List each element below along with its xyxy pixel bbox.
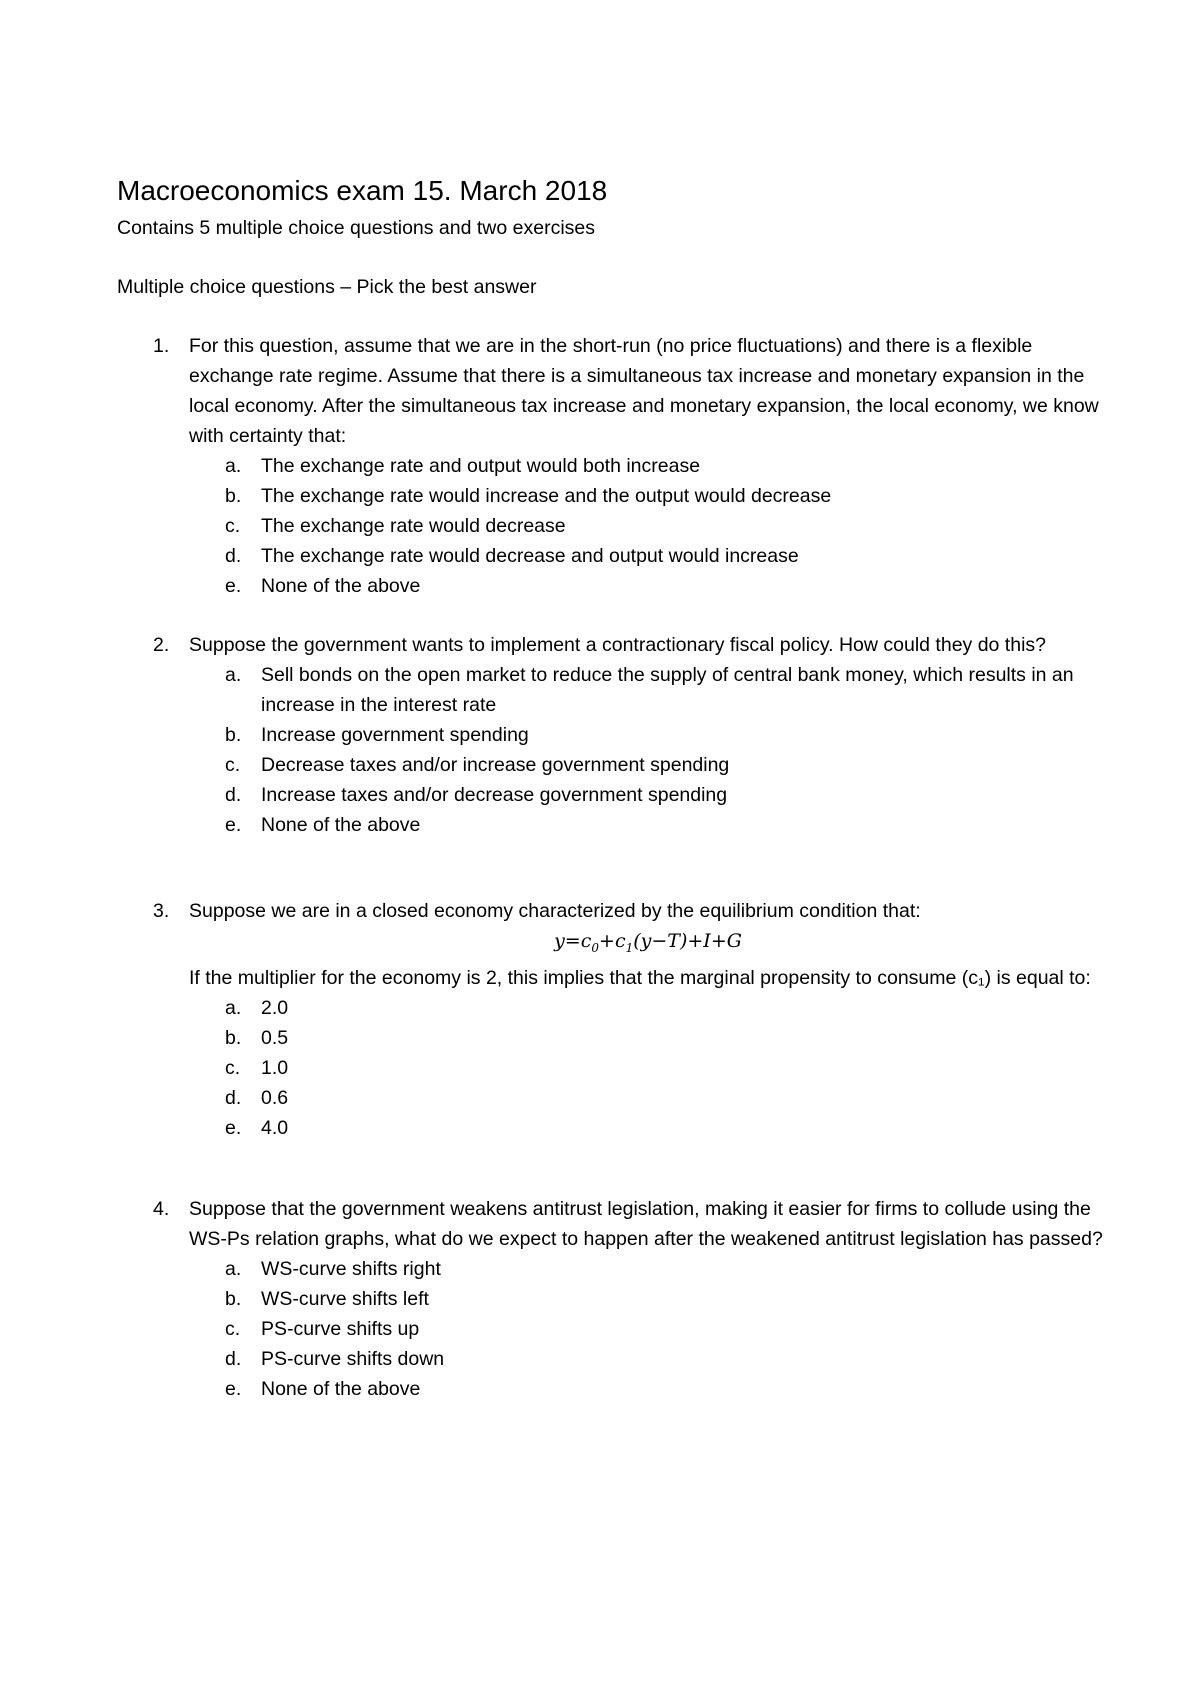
option-letter: c. <box>225 754 241 776</box>
answer-option <box>117 1374 1107 1404</box>
question-followup <box>117 963 1107 993</box>
option-letter: a. <box>225 1258 242 1280</box>
option-letter: d. <box>225 545 242 567</box>
option-text: None of the above <box>261 1378 421 1400</box>
option-text: Sell bonds on the open market to reduce the supply of central bank money, which results in an increase in the interest rate <box>261 664 1074 716</box>
eq-y: y <box>554 930 565 952</box>
option-text: The exchange rate would decrease and output would increase <box>261 545 799 567</box>
option-text: The exchange rate would decrease <box>261 515 566 537</box>
option-text: 4.0 <box>261 1116 289 1139</box>
answer-option <box>117 571 1107 601</box>
question-stem <box>117 630 1107 660</box>
option-letter: e. <box>225 814 242 836</box>
question-2 <box>117 630 1107 840</box>
option-letter: c. <box>225 1056 241 1079</box>
eq-c0: c <box>580 930 592 952</box>
option-text: PS-curve shifts up <box>261 1318 420 1340</box>
eq-sub-0: 0 <box>591 940 600 955</box>
answer-option <box>117 541 1107 571</box>
option-text: 1.0 <box>261 1056 289 1079</box>
question-number: 1. <box>153 335 170 357</box>
question-text: Suppose we are in a closed economy characterized by the equilibrium condition that: <box>189 900 921 922</box>
answer-option <box>117 1083 1107 1113</box>
question-text: Suppose the government wants to implement a contractionary fiscal policy. How could they do this? <box>189 634 1047 656</box>
option-text: None of the above <box>261 814 421 836</box>
answer-option <box>117 511 1107 541</box>
answer-option <box>117 1254 1107 1284</box>
option-letter: c. <box>225 515 241 537</box>
option-letter: b. <box>225 724 242 746</box>
question-number: 4. <box>153 1198 170 1220</box>
option-letter: e. <box>225 575 242 597</box>
option-letter: d. <box>225 1086 242 1109</box>
page-subtitle: Contains 5 multiple choice questions and two exercises <box>117 217 596 239</box>
answer-option <box>117 780 1107 810</box>
option-letter: d. <box>225 784 242 806</box>
question-stem <box>117 896 1107 926</box>
answer-option <box>117 993 1107 1023</box>
question-4 <box>117 1194 1107 1404</box>
option-letter: d. <box>225 1348 242 1370</box>
eq-plus: + <box>599 930 615 952</box>
option-letter: c. <box>225 1318 241 1340</box>
option-text: 2.0 <box>261 996 289 1019</box>
option-text: The exchange rate would increase and the output would decrease <box>261 485 832 507</box>
question-1 <box>117 331 1107 601</box>
answer-option <box>117 720 1107 750</box>
option-text: The exchange rate and output would both increase <box>261 455 701 477</box>
option-text: None of the above <box>261 575 421 597</box>
answer-option <box>117 1314 1107 1344</box>
option-text: Increase government spending <box>261 724 529 746</box>
question-number: 3. <box>153 900 170 922</box>
eq-rest: +I+G <box>687 930 742 952</box>
question-number: 2. <box>153 634 170 656</box>
eq-c1: c <box>614 930 626 952</box>
answer-option <box>117 1113 1107 1143</box>
section-heading: Multiple choice questions – Pick the best answer <box>117 276 537 298</box>
option-text: 0.6 <box>261 1086 289 1109</box>
option-text: WS-curve shifts left <box>261 1288 429 1310</box>
question-text: For this question, assume that we are in the short-run (no price fluctuations) and there is a flexible exchange rate regime. Assume that there is a simultaneous tax increase and monetary expansion in the local economy. After the simultaneous tax increase and monetary expansion, the local economy, we know with certainty that: <box>189 335 1099 447</box>
answer-option <box>117 810 1107 840</box>
option-letter: a. <box>225 664 242 686</box>
option-letter: a. <box>225 996 242 1019</box>
option-letter: b. <box>225 485 242 507</box>
option-text: 0.5 <box>261 1026 289 1049</box>
option-text: WS-curve shifts right <box>261 1258 441 1280</box>
answer-option <box>117 451 1107 481</box>
question-text: Suppose that the government weakens antitrust legislation, making it easier for firms to collude using the WS-Ps relation graphs, what do we expect to happen after the weakened antitrust legislation has passed? <box>189 1198 1103 1250</box>
answer-option <box>117 1053 1107 1083</box>
equilibrium-equation <box>117 926 1107 963</box>
answer-option <box>117 750 1107 780</box>
option-letter: e. <box>225 1116 242 1139</box>
answer-option <box>117 481 1107 511</box>
option-letter: b. <box>225 1288 242 1310</box>
question-stem <box>117 1194 1107 1254</box>
page-title: Macroeconomics exam 15. March 2018 <box>117 175 608 206</box>
option-text: PS-curve shifts down <box>261 1348 445 1370</box>
answer-option <box>117 1284 1107 1314</box>
option-letter: b. <box>225 1026 242 1049</box>
answer-option <box>117 1023 1107 1053</box>
option-letter: e. <box>225 1378 242 1400</box>
answer-option <box>117 1344 1107 1374</box>
option-text: Decrease taxes and/or increase government spending <box>261 754 730 776</box>
question-3 <box>117 896 1107 1143</box>
eq-equals: = <box>564 930 581 952</box>
question-stem <box>117 331 1107 451</box>
eq-paren: (y−T) <box>633 930 688 952</box>
option-letter: a. <box>225 455 242 477</box>
question-text-2: If the multiplier for the economy is 2, this implies that the marginal propensity to consume (c₁) is equal to: <box>189 966 1091 989</box>
answer-option <box>117 660 1107 720</box>
eq-sub-1: 1 <box>625 940 634 955</box>
option-text: Increase taxes and/or decrease government spending <box>261 784 728 806</box>
